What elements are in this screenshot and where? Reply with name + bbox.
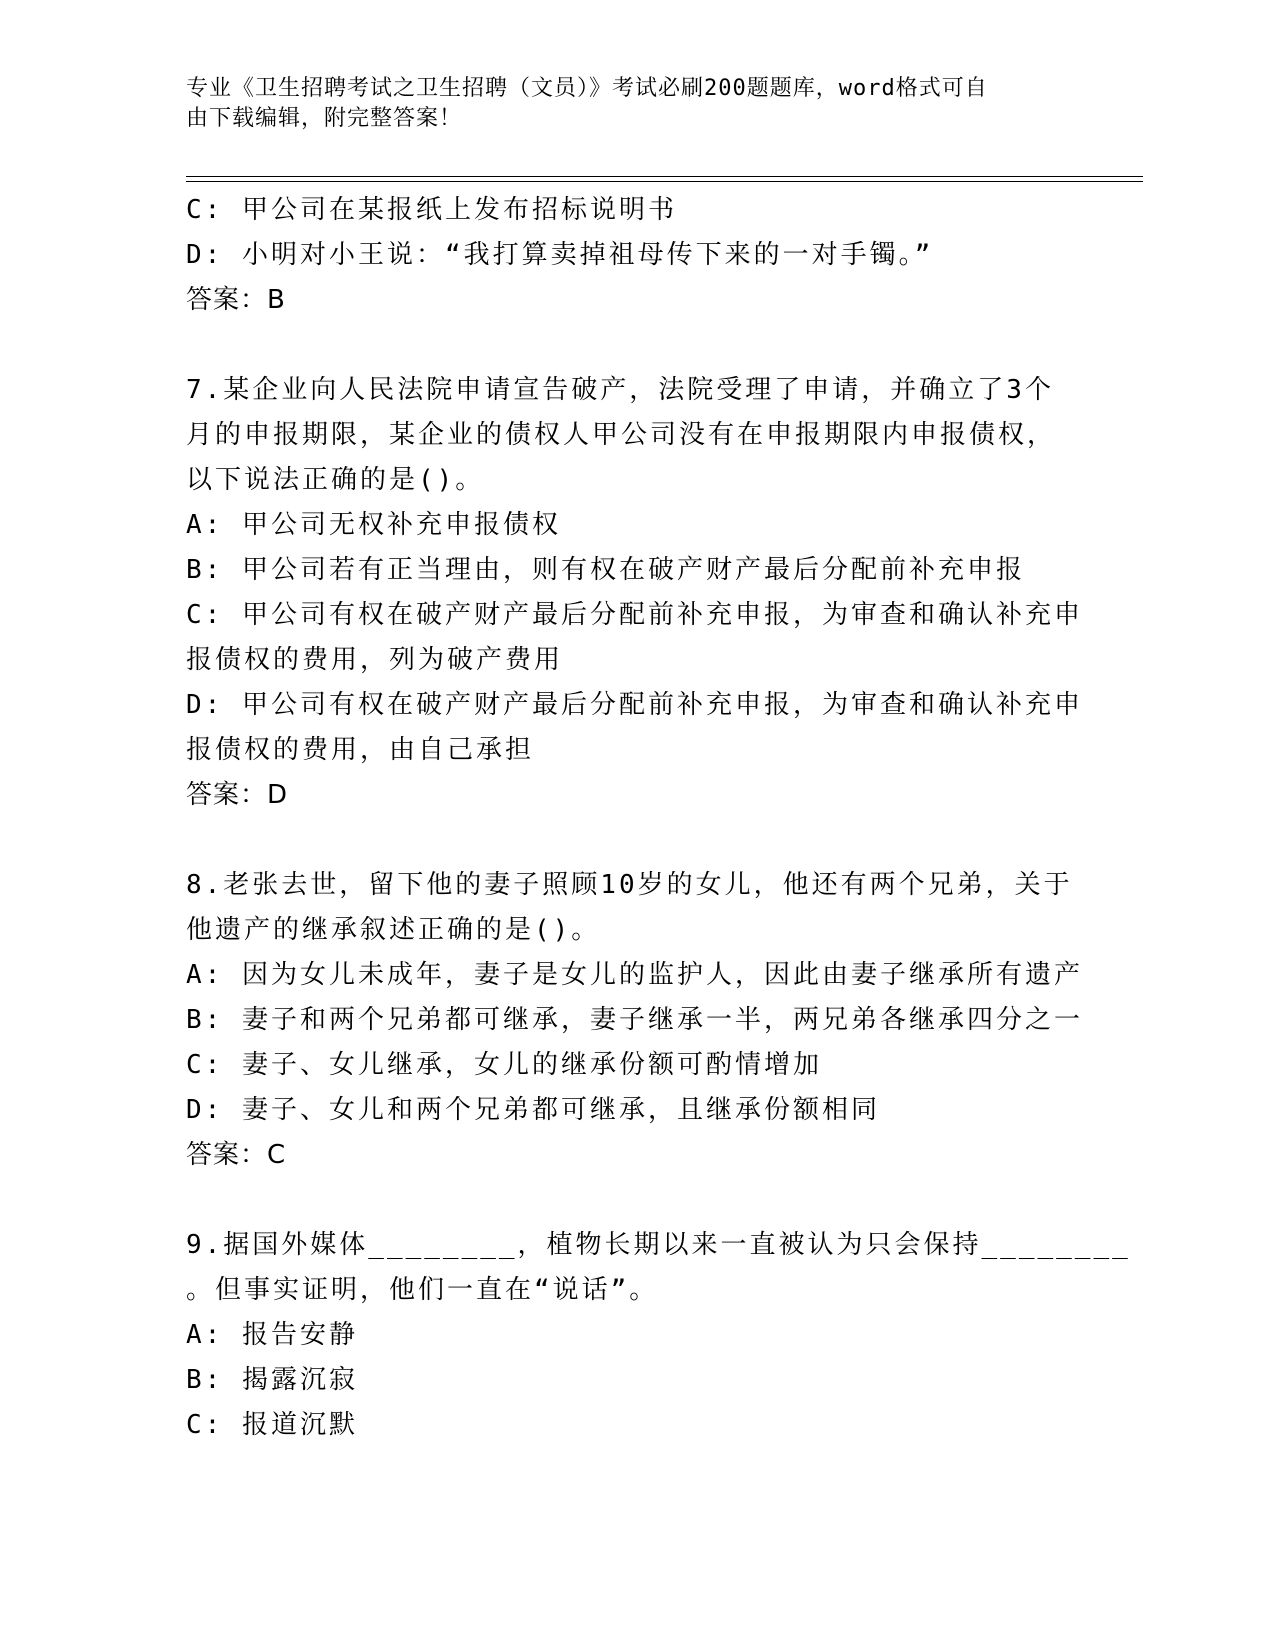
- question-stem-line: 他遗产的继承叙述正确的是()。: [186, 915, 601, 945]
- answer-line: 答案：C: [186, 1140, 287, 1170]
- option-a: A: 因为女儿未成年，妻子是女儿的监护人，因此由妻子继承所有遗产: [186, 960, 1083, 990]
- option-a: A: 报告安静: [186, 1320, 358, 1350]
- option-b: B: 甲公司若有正当理由，则有权在破产财产最后分配前补充申报: [186, 555, 1025, 585]
- answer-line: 答案：D: [186, 780, 289, 810]
- option-b: B: 妻子和两个兄弟都可继承，妻子继承一半，两兄弟各继承四分之一: [186, 1005, 1083, 1035]
- spacer: [186, 1178, 1086, 1223]
- question-stem-line: 以下说法正确的是()。: [186, 465, 485, 495]
- option-c: C: 妻子、女儿继承，女儿的继承份额可酌情增加: [186, 1050, 822, 1080]
- option-d-continued: 报债权的费用，由自己承担: [186, 735, 535, 765]
- question-8: [186, 863, 1086, 1178]
- option-c: C: 甲公司有权在破产财产最后分配前补充申报，为审查和确认补充申: [186, 600, 1083, 630]
- option-d: D: 妻子、女儿和两个兄弟都可继承，且继承份额相同: [186, 1095, 880, 1125]
- question-stem-line: 。但事实证明，他们一直在“说话”。: [186, 1275, 659, 1305]
- answer-line: 答案：B: [186, 285, 286, 315]
- option-b: B: 揭露沉寂: [186, 1365, 358, 1395]
- option-d: D: 小明对小王说：“我打算卖掉祖母传下来的一对手镯。”: [186, 240, 934, 270]
- spacer: [186, 818, 1086, 863]
- prev-question: [186, 188, 1086, 323]
- header-line-2: 由下载编辑，附完整答案！: [186, 106, 463, 131]
- option-c: C: 甲公司在某报纸上发布招标说明书: [186, 195, 677, 225]
- header-line-1: 专业《卫生招聘考试之卫生招聘（文员）》考试必刷200题题库，word格式可自: [186, 76, 988, 101]
- question-stem-line: 7.某企业向人民法院申请宣告破产，法院受理了申请，并确立了3个: [186, 375, 1054, 405]
- option-c-continued: 报债权的费用，列为破产费用: [186, 645, 564, 675]
- question-9: [186, 1223, 1131, 1448]
- option-a: A: 甲公司无权补充申报债权: [186, 510, 561, 540]
- question-content: [186, 188, 1131, 1448]
- question-stem-line: 8.老张去世，留下他的妻子照顾10岁的女儿，他还有两个兄弟，关于: [186, 870, 1073, 900]
- header-rule-top: [186, 176, 1143, 177]
- option-c: C: 报道沉默: [186, 1410, 358, 1440]
- question-stem-line: 月的申报期限，某企业的债权人甲公司没有在申报期限内申报债权，: [186, 420, 1057, 450]
- question-7: [186, 368, 1086, 818]
- header-rule-bottom: [186, 181, 1143, 182]
- spacer: [186, 323, 1086, 368]
- option-d: D: 甲公司有权在破产财产最后分配前补充申报，为审查和确认补充申: [186, 690, 1083, 720]
- question-stem-line: 9.据国外媒体________，植物长期以来一直被认为只会保持________: [186, 1230, 1131, 1260]
- document-header: [186, 74, 1086, 134]
